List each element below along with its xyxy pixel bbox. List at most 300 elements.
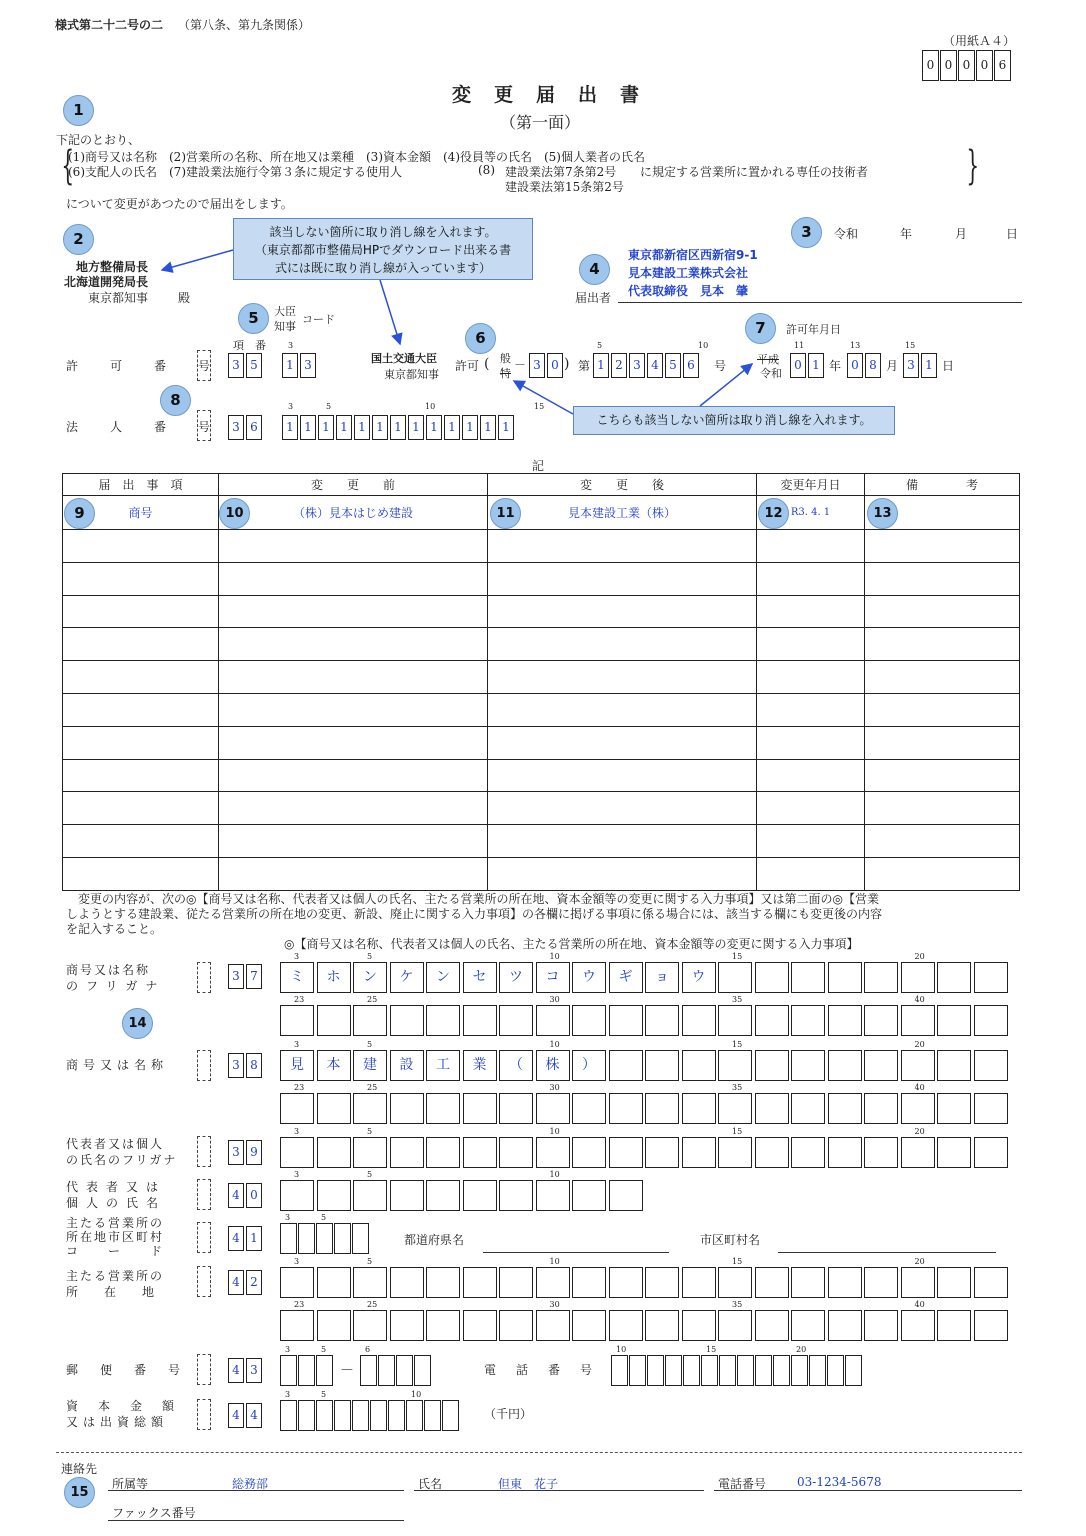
address-boxes-1[interactable] <box>280 1267 1010 1298</box>
digit-box[interactable]: 8 <box>865 353 881 378</box>
char-box[interactable] <box>755 1267 789 1298</box>
item-no-box[interactable]: 3 <box>228 1053 244 1078</box>
table-cell[interactable] <box>63 825 219 858</box>
char-box[interactable] <box>901 1267 935 1298</box>
table-cell[interactable] <box>63 530 219 563</box>
digit-box[interactable]: 1 <box>426 415 442 440</box>
char-box[interactable] <box>280 1180 314 1211</box>
char-box[interactable] <box>426 1005 460 1036</box>
digit-box[interactable]: 0 <box>847 353 863 378</box>
digit-box[interactable]: 1 <box>593 353 609 378</box>
digit-box[interactable] <box>791 1355 808 1386</box>
digit-box[interactable] <box>280 1223 297 1254</box>
digit-box[interactable] <box>280 1355 297 1386</box>
digit-box[interactable] <box>388 1400 405 1431</box>
table-cell[interactable] <box>757 628 865 661</box>
char-box[interactable] <box>828 1050 862 1081</box>
char-box[interactable]: ウ <box>682 962 716 993</box>
table-cell[interactable] <box>63 693 219 726</box>
char-box[interactable] <box>974 962 1008 993</box>
char-box[interactable] <box>353 1093 387 1124</box>
char-box[interactable] <box>682 1137 716 1168</box>
digit-box[interactable] <box>396 1355 413 1386</box>
char-box[interactable] <box>682 1005 716 1036</box>
char-box[interactable] <box>645 1005 679 1036</box>
char-box[interactable] <box>864 962 898 993</box>
char-box[interactable] <box>317 1180 351 1211</box>
rep-kana-boxes[interactable] <box>280 1137 1010 1168</box>
char-box[interactable] <box>901 1093 935 1124</box>
char-box[interactable] <box>426 1180 460 1211</box>
digit-box[interactable] <box>755 1355 772 1386</box>
digit-box[interactable] <box>316 1355 333 1386</box>
table-cell[interactable] <box>488 759 757 792</box>
cell-after[interactable]: 見本建設工業（株） <box>488 496 757 530</box>
permit-year[interactable] <box>790 353 826 378</box>
table-cell[interactable] <box>219 661 488 694</box>
char-box[interactable] <box>682 1050 716 1081</box>
table-cell[interactable] <box>488 857 757 890</box>
table-cell[interactable] <box>865 857 1020 890</box>
city-underline[interactable] <box>778 1252 996 1253</box>
char-box[interactable] <box>974 1050 1008 1081</box>
item-no-box[interactable]: 1 <box>246 1226 262 1251</box>
digit-box[interactable]: 6 <box>246 415 262 440</box>
digit-box[interactable] <box>424 1400 441 1431</box>
char-box[interactable] <box>828 1005 862 1036</box>
char-box[interactable] <box>280 1005 314 1036</box>
item-no-box[interactable]: 0 <box>246 1183 262 1208</box>
digit-box[interactable]: 5 <box>665 353 681 378</box>
char-box[interactable] <box>463 1180 497 1211</box>
char-box[interactable] <box>864 1310 898 1341</box>
char-box[interactable] <box>974 1137 1008 1168</box>
table-cell[interactable] <box>865 595 1020 628</box>
char-box[interactable] <box>572 1005 606 1036</box>
permit-item-no[interactable] <box>228 353 264 378</box>
digit-box[interactable]: 1 <box>336 415 352 440</box>
char-box[interactable]: 工 <box>426 1050 460 1081</box>
digit-box[interactable] <box>352 1400 369 1431</box>
char-box[interactable] <box>864 1093 898 1124</box>
city-code-check[interactable] <box>197 1222 211 1253</box>
char-box[interactable]: ウ <box>572 962 606 993</box>
digit-box[interactable]: 1 <box>921 353 937 378</box>
char-box[interactable] <box>791 1267 825 1298</box>
address-check[interactable] <box>197 1266 211 1297</box>
char-box[interactable] <box>645 1137 679 1168</box>
digit-box[interactable]: 1 <box>390 415 406 440</box>
rep-name-check[interactable] <box>197 1179 211 1210</box>
fax-underline[interactable] <box>108 1520 404 1521</box>
permit-code[interactable] <box>282 353 318 378</box>
char-box[interactable] <box>353 1180 387 1211</box>
char-box[interactable]: セ <box>463 962 497 993</box>
digit-box[interactable] <box>316 1223 333 1254</box>
digit-box[interactable] <box>334 1400 351 1431</box>
digit-box[interactable] <box>701 1355 718 1386</box>
char-box[interactable] <box>682 1310 716 1341</box>
table-cell[interactable] <box>219 792 488 825</box>
char-box[interactable]: ン <box>353 962 387 993</box>
char-box[interactable] <box>463 1005 497 1036</box>
char-box[interactable] <box>718 1137 752 1168</box>
city-code-boxes[interactable] <box>280 1223 370 1254</box>
item-no-box[interactable]: 3 <box>228 1140 244 1165</box>
table-cell[interactable] <box>757 825 865 858</box>
char-box[interactable] <box>426 1093 460 1124</box>
char-box[interactable] <box>536 1005 570 1036</box>
char-box[interactable] <box>536 1310 570 1341</box>
digit-box[interactable]: 5 <box>246 353 262 378</box>
table-cell[interactable] <box>488 661 757 694</box>
permit-number[interactable] <box>593 353 701 378</box>
table-cell[interactable] <box>865 726 1020 759</box>
table-cell[interactable] <box>219 726 488 759</box>
char-box[interactable] <box>755 1137 789 1168</box>
corp-item-no[interactable] <box>228 415 264 440</box>
address-boxes-2[interactable] <box>280 1310 1010 1341</box>
table-cell[interactable] <box>757 562 865 595</box>
char-box[interactable] <box>718 1005 752 1036</box>
pref-underline[interactable] <box>483 1252 669 1253</box>
table-cell[interactable] <box>488 562 757 595</box>
item-no-box[interactable]: 3 <box>246 1358 262 1383</box>
digit-box[interactable] <box>719 1355 736 1386</box>
char-box[interactable] <box>463 1093 497 1124</box>
char-box[interactable] <box>463 1137 497 1168</box>
char-box[interactable] <box>317 1310 351 1341</box>
name-check[interactable] <box>197 1050 211 1081</box>
char-box[interactable] <box>317 1137 351 1168</box>
table-cell[interactable] <box>63 628 219 661</box>
char-box[interactable] <box>718 962 752 993</box>
table-cell[interactable] <box>757 792 865 825</box>
furigana-boxes-2[interactable] <box>280 1005 1010 1036</box>
digit-box[interactable] <box>629 1355 646 1386</box>
item-no-box[interactable]: 4 <box>228 1358 244 1383</box>
dept-value[interactable]: 総務部 <box>232 1477 269 1491</box>
phone-boxes[interactable] <box>611 1355 863 1386</box>
char-box[interactable] <box>536 1137 570 1168</box>
digit-box[interactable] <box>683 1355 700 1386</box>
table-cell[interactable] <box>219 857 488 890</box>
table-cell[interactable] <box>488 693 757 726</box>
table-cell[interactable] <box>63 726 219 759</box>
char-box[interactable] <box>609 1137 643 1168</box>
digit-box[interactable] <box>773 1355 790 1386</box>
item-no-box[interactable]: 3 <box>228 964 244 989</box>
table-cell[interactable] <box>757 595 865 628</box>
char-box[interactable] <box>755 1005 789 1036</box>
char-box[interactable] <box>682 1267 716 1298</box>
digit-box[interactable]: 3 <box>629 353 645 378</box>
table-cell[interactable] <box>219 628 488 661</box>
char-box[interactable] <box>426 1137 460 1168</box>
digit-box[interactable]: 0 <box>547 353 563 378</box>
item-no-box[interactable]: 2 <box>246 1270 262 1295</box>
item-no-box[interactable]: 7 <box>246 964 262 989</box>
table-cell[interactable] <box>63 562 219 595</box>
char-box[interactable] <box>901 1310 935 1341</box>
digit-box[interactable]: 3 <box>228 353 244 378</box>
table-cell[interactable] <box>865 562 1020 595</box>
char-box[interactable] <box>609 1050 643 1081</box>
char-box[interactable] <box>974 1310 1008 1341</box>
digit-box[interactable]: 1 <box>462 415 478 440</box>
char-box[interactable] <box>609 1267 643 1298</box>
char-box[interactable] <box>280 1137 314 1168</box>
table-cell[interactable] <box>757 530 865 563</box>
char-box[interactable] <box>937 1267 971 1298</box>
table-cell[interactable] <box>63 759 219 792</box>
digit-box[interactable]: 4 <box>647 353 663 378</box>
char-box[interactable] <box>499 1267 533 1298</box>
char-box[interactable] <box>718 1093 752 1124</box>
char-box[interactable] <box>390 1005 424 1036</box>
char-box[interactable] <box>536 1180 570 1211</box>
char-box[interactable] <box>353 1267 387 1298</box>
table-cell[interactable] <box>865 759 1020 792</box>
table-cell[interactable] <box>488 595 757 628</box>
digit-box[interactable]: 1 <box>354 415 370 440</box>
digit-box[interactable] <box>298 1400 315 1431</box>
table-cell[interactable] <box>219 825 488 858</box>
digit-box[interactable] <box>611 1355 628 1386</box>
table-cell[interactable] <box>865 661 1020 694</box>
char-box[interactable] <box>426 1267 460 1298</box>
digit-box[interactable] <box>406 1400 423 1431</box>
digit-box[interactable] <box>665 1355 682 1386</box>
char-box[interactable] <box>572 1267 606 1298</box>
char-box[interactable] <box>864 1267 898 1298</box>
char-box[interactable]: ） <box>572 1050 606 1081</box>
char-box[interactable] <box>718 1050 752 1081</box>
name-boxes-1[interactable] <box>280 1050 1010 1081</box>
char-box[interactable]: ギ <box>609 962 643 993</box>
rep-name-boxes[interactable] <box>280 1180 645 1211</box>
char-box[interactable] <box>828 962 862 993</box>
digit-box[interactable] <box>298 1355 315 1386</box>
char-box[interactable]: コ <box>536 962 570 993</box>
table-cell[interactable] <box>63 792 219 825</box>
furigana-check[interactable] <box>197 962 211 993</box>
char-box[interactable] <box>791 1093 825 1124</box>
char-box[interactable] <box>937 1005 971 1036</box>
char-box[interactable] <box>390 1137 424 1168</box>
char-box[interactable] <box>901 1137 935 1168</box>
char-box[interactable] <box>645 1050 679 1081</box>
table-cell[interactable] <box>219 693 488 726</box>
char-box[interactable] <box>390 1093 424 1124</box>
char-box[interactable] <box>463 1310 497 1341</box>
char-box[interactable] <box>280 1267 314 1298</box>
char-box[interactable] <box>317 1093 351 1124</box>
capital-boxes[interactable] <box>280 1400 460 1431</box>
char-box[interactable] <box>901 1005 935 1036</box>
page-digit[interactable]: 0 <box>976 50 993 81</box>
char-box[interactable] <box>937 1050 971 1081</box>
char-box[interactable] <box>353 1137 387 1168</box>
char-box[interactable] <box>755 1310 789 1341</box>
item-no-box[interactable]: 4 <box>228 1183 244 1208</box>
table-cell[interactable] <box>488 726 757 759</box>
char-box[interactable]: （ <box>499 1050 533 1081</box>
digit-box[interactable]: 3 <box>300 353 316 378</box>
corp-check[interactable] <box>197 410 211 441</box>
table-cell[interactable] <box>219 759 488 792</box>
char-box[interactable] <box>609 1310 643 1341</box>
table-cell[interactable] <box>757 726 865 759</box>
digit-box[interactable] <box>316 1400 333 1431</box>
char-box[interactable] <box>828 1267 862 1298</box>
digit-box[interactable]: 1 <box>300 415 316 440</box>
char-box[interactable] <box>791 1310 825 1341</box>
table-cell[interactable] <box>757 759 865 792</box>
char-box[interactable]: 株 <box>536 1050 570 1081</box>
char-box[interactable] <box>864 1005 898 1036</box>
char-box[interactable] <box>682 1093 716 1124</box>
char-box[interactable] <box>536 1093 570 1124</box>
table-cell[interactable] <box>63 857 219 890</box>
char-box[interactable] <box>974 1267 1008 1298</box>
char-box[interactable] <box>499 1093 533 1124</box>
char-box[interactable] <box>645 1310 679 1341</box>
char-box[interactable] <box>280 1310 314 1341</box>
char-box[interactable]: ケ <box>390 962 424 993</box>
contact-name-value[interactable]: 但東 花子 <box>498 1477 559 1491</box>
char-box[interactable] <box>937 1137 971 1168</box>
digit-box[interactable]: 0 <box>790 353 806 378</box>
table-cell[interactable] <box>63 661 219 694</box>
rep-kana-check[interactable] <box>197 1136 211 1167</box>
digit-box[interactable]: 1 <box>282 353 298 378</box>
char-box[interactable]: ホ <box>317 962 351 993</box>
permit-month[interactable] <box>847 353 883 378</box>
digit-box[interactable]: 1 <box>444 415 460 440</box>
char-box[interactable] <box>499 1180 533 1211</box>
char-box[interactable] <box>937 1310 971 1341</box>
char-box[interactable] <box>609 1093 643 1124</box>
digit-box[interactable] <box>370 1400 387 1431</box>
name-boxes-2[interactable] <box>280 1093 1010 1124</box>
digit-box[interactable] <box>845 1355 862 1386</box>
table-cell[interactable] <box>757 693 865 726</box>
char-box[interactable] <box>536 1267 570 1298</box>
char-box[interactable] <box>828 1310 862 1341</box>
digit-box[interactable] <box>334 1223 351 1254</box>
char-box[interactable] <box>609 1180 643 1211</box>
cell-item[interactable]: 商号 <box>63 496 219 530</box>
digit-box[interactable] <box>280 1400 297 1431</box>
char-box[interactable] <box>390 1267 424 1298</box>
char-box[interactable] <box>937 1093 971 1124</box>
item-no-box[interactable]: 9 <box>246 1140 262 1165</box>
digit-box[interactable] <box>298 1223 315 1254</box>
char-box[interactable]: ョ <box>645 962 679 993</box>
char-box[interactable] <box>499 1137 533 1168</box>
capital-check[interactable] <box>197 1399 211 1430</box>
table-cell[interactable] <box>219 595 488 628</box>
char-box[interactable] <box>280 1093 314 1124</box>
char-box[interactable] <box>974 1093 1008 1124</box>
contact-phone-value[interactable]: 03-1234-5678 <box>797 1475 882 1489</box>
char-box[interactable] <box>718 1310 752 1341</box>
table-cell[interactable] <box>757 857 865 890</box>
char-box[interactable] <box>572 1180 606 1211</box>
char-box[interactable] <box>718 1267 752 1298</box>
page-digit[interactable]: 0 <box>940 50 957 81</box>
table-cell[interactable] <box>488 825 757 858</box>
digit-box[interactable] <box>378 1355 395 1386</box>
item-no-box[interactable]: 4 <box>228 1403 244 1428</box>
digit-box[interactable]: 1 <box>318 415 334 440</box>
postal-boxes-1[interactable] <box>280 1355 334 1386</box>
char-box[interactable] <box>864 1137 898 1168</box>
table-cell[interactable] <box>865 628 1020 661</box>
digit-box[interactable]: 1 <box>498 415 514 440</box>
table-cell[interactable] <box>488 792 757 825</box>
item-no-box[interactable]: 8 <box>246 1053 262 1078</box>
digit-box[interactable]: 1 <box>372 415 388 440</box>
digit-box[interactable]: 1 <box>808 353 824 378</box>
char-box[interactable]: 設 <box>390 1050 424 1081</box>
char-box[interactable] <box>645 1093 679 1124</box>
table-cell[interactable] <box>488 530 757 563</box>
item-no-box[interactable]: 4 <box>228 1226 244 1251</box>
table-cell[interactable] <box>757 661 865 694</box>
char-box[interactable] <box>463 1267 497 1298</box>
char-box[interactable] <box>828 1137 862 1168</box>
digit-box[interactable]: 2 <box>611 353 627 378</box>
char-box[interactable] <box>901 962 935 993</box>
char-box[interactable] <box>499 1005 533 1036</box>
char-box[interactable]: 建 <box>353 1050 387 1081</box>
cell-date[interactable]: R3. 4. 1 <box>757 496 865 530</box>
digit-box[interactable] <box>442 1400 459 1431</box>
digit-box[interactable]: 1 <box>480 415 496 440</box>
table-cell[interactable] <box>865 825 1020 858</box>
char-box[interactable] <box>755 962 789 993</box>
item-no-box[interactable]: 4 <box>246 1403 262 1428</box>
table-cell[interactable] <box>219 562 488 595</box>
digit-box[interactable] <box>360 1355 377 1386</box>
furigana-boxes-1[interactable] <box>280 962 1010 993</box>
page-digit[interactable]: 0 <box>958 50 975 81</box>
char-box[interactable] <box>572 1310 606 1341</box>
digit-box[interactable] <box>809 1355 826 1386</box>
char-box[interactable] <box>864 1050 898 1081</box>
char-box[interactable]: ツ <box>499 962 533 993</box>
char-box[interactable]: 見 <box>280 1050 314 1081</box>
char-box[interactable] <box>755 1093 789 1124</box>
char-box[interactable] <box>390 1180 424 1211</box>
char-box[interactable] <box>572 1137 606 1168</box>
char-box[interactable] <box>426 1310 460 1341</box>
digit-box[interactable] <box>414 1355 431 1386</box>
table-cell[interactable] <box>219 530 488 563</box>
char-box[interactable] <box>390 1310 424 1341</box>
char-box[interactable] <box>353 1005 387 1036</box>
digit-box[interactable]: 6 <box>683 353 699 378</box>
postal-boxes-2[interactable] <box>360 1355 432 1386</box>
digit-box[interactable] <box>647 1355 664 1386</box>
char-box[interactable] <box>901 1050 935 1081</box>
digit-box[interactable]: 1 <box>408 415 424 440</box>
char-box[interactable] <box>609 1005 643 1036</box>
digit-box[interactable]: 3 <box>529 353 545 378</box>
char-box[interactable] <box>317 1005 351 1036</box>
